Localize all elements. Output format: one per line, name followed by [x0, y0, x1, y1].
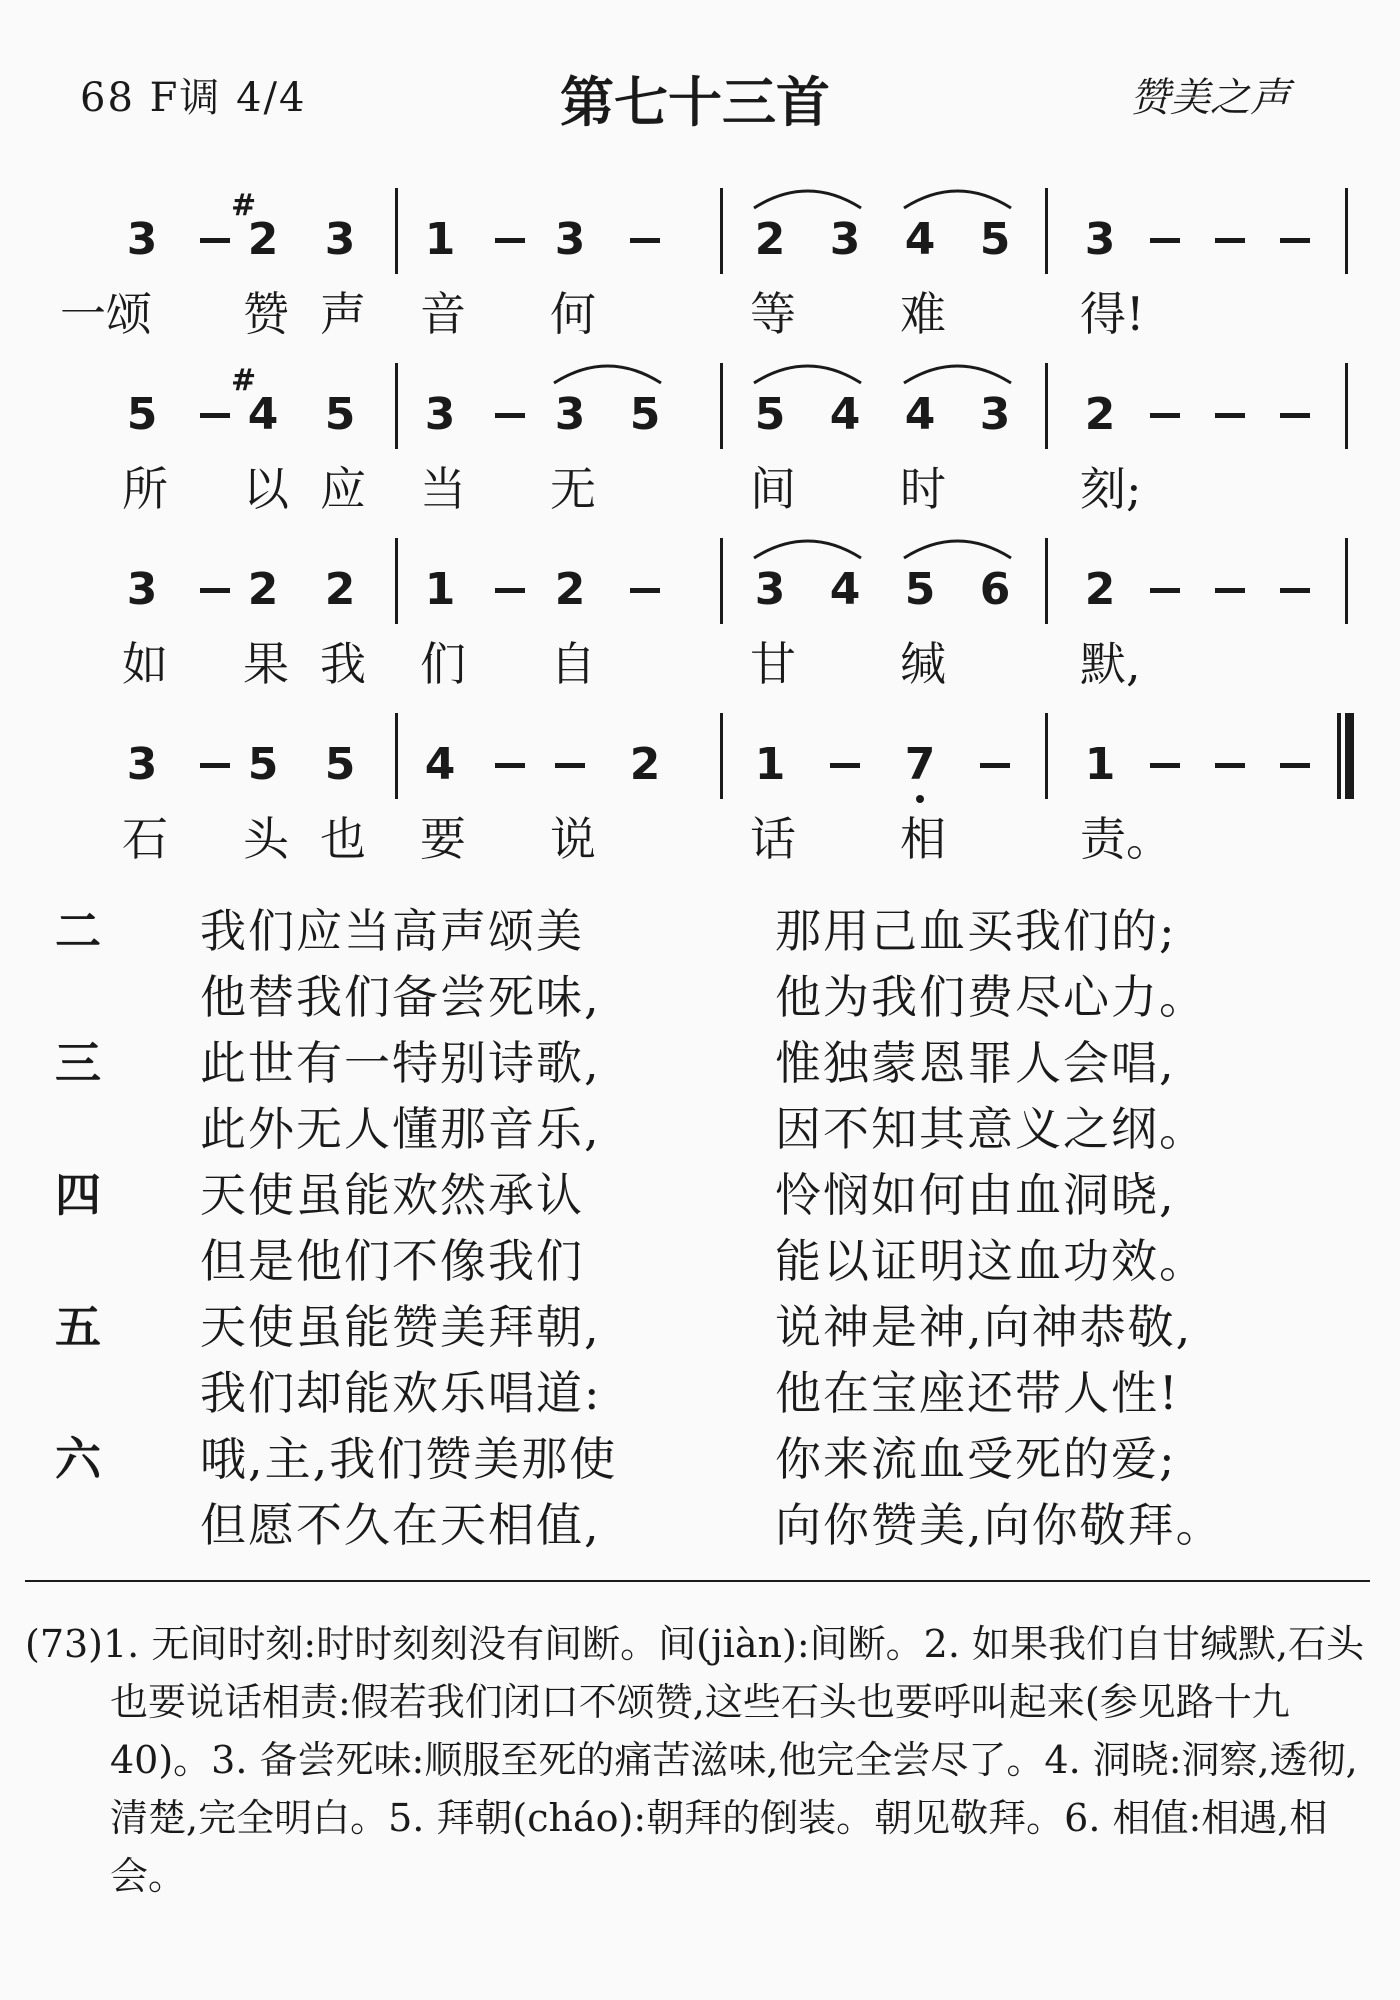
lyric-syllable: 无 [550, 462, 596, 516]
lyric-syllable: 间 [750, 462, 796, 516]
verse-line-left: 我们却能欢乐唱道: [200, 1366, 602, 1420]
note-dash [200, 238, 230, 243]
barline [720, 188, 723, 274]
note: 4 [904, 389, 936, 440]
barline [395, 538, 398, 624]
verse-line-left: 此世有一特别诗歌, [200, 1036, 601, 1090]
note: 5 [324, 739, 356, 790]
note: 1 [424, 564, 456, 615]
slur-arc [752, 180, 863, 210]
note: 7 [904, 739, 936, 790]
slur-arc [902, 180, 1013, 210]
lyric-syllable: 以 [243, 462, 289, 516]
note-dash [1150, 763, 1180, 768]
lyric-syllable: 难 [900, 287, 946, 341]
note: 1 [424, 214, 456, 265]
lyric-syllable: 说 [550, 812, 596, 866]
note-dash [980, 763, 1010, 768]
note-dash [495, 238, 525, 243]
note-dash [1280, 413, 1310, 418]
note-dash [1150, 238, 1180, 243]
note: 3 [324, 214, 356, 265]
verse-line-left: 天使虽能欢然承认 [200, 1168, 584, 1222]
lyric-syllable: 要 [420, 812, 466, 866]
slur-arc [902, 530, 1013, 560]
note: 1 [754, 739, 786, 790]
barline [1045, 188, 1048, 274]
lyric-syllable: 等 [750, 287, 796, 341]
note-dash [1215, 588, 1245, 593]
note: 2 [754, 214, 786, 265]
note: 2 [1084, 564, 1116, 615]
verse-line-right: 说神是神,向神恭敬, [775, 1300, 1193, 1354]
lyric-syllable: 所 [122, 462, 168, 516]
note-dash [1215, 763, 1245, 768]
note-dash [555, 763, 585, 768]
barline [395, 363, 398, 449]
lyric-syllable: 刻; [1080, 462, 1142, 516]
lyric-syllable: 如 [122, 637, 168, 691]
note: 3 [554, 389, 586, 440]
lyric-syllable: 时 [900, 462, 946, 516]
barline [1337, 713, 1341, 799]
note: 3 [126, 739, 158, 790]
lyric-syllable: 们 [420, 637, 466, 691]
note: 4 [424, 739, 456, 790]
verse-line-right: 他在宝座还带人性! [775, 1366, 1180, 1420]
verse-line-right: 向你赞美,向你敬拜。 [775, 1498, 1224, 1552]
footnote-divider [25, 1580, 1370, 1582]
verse-line-left: 哦,主,我们赞美那使 [200, 1432, 618, 1486]
verse-line-left: 但愿不久在天相值, [200, 1498, 601, 1552]
lyric-syllable: 当 [420, 462, 466, 516]
hymn-meta: 68 F调 4/4 [80, 75, 307, 121]
verse-line-left: 此外无人懂那音乐, [200, 1102, 601, 1156]
lyric-syllable: 果 [243, 637, 289, 691]
low-octave-dot [916, 795, 924, 803]
lyric-syllable: 得! [1080, 287, 1145, 341]
verse-line-right: 惟独蒙恩罪人会唱, [775, 1036, 1176, 1090]
verse-line-left: 天使虽能赞美拜朝, [200, 1300, 601, 1354]
lyric-syllable: 自 [550, 637, 596, 691]
note-dash [1150, 588, 1180, 593]
note: 4 [829, 564, 861, 615]
note-dash [200, 413, 230, 418]
note: 3 [829, 214, 861, 265]
lyric-syllable: 相 [900, 812, 946, 866]
verse-line-left: 他替我们备尝死味, [200, 970, 601, 1024]
barline [1345, 363, 1348, 449]
note: 5 [979, 214, 1011, 265]
lyric-syllable: 音 [420, 287, 466, 341]
sharp-sign: # [231, 363, 257, 398]
barline [720, 713, 723, 799]
note: 3 [126, 564, 158, 615]
note: 5 [126, 389, 158, 440]
lyric-syllable: 缄 [900, 637, 946, 691]
barline [1045, 538, 1048, 624]
note-dash [495, 588, 525, 593]
lyric-syllable: 话 [750, 812, 796, 866]
barline [1345, 188, 1348, 274]
lyric-syllable: 责。 [1080, 812, 1172, 866]
verse-line-right: 因不知其意义之纲。 [775, 1102, 1207, 1156]
note: 2 [247, 214, 279, 265]
lyric-syllable: 何 [550, 287, 596, 341]
note-dash [1280, 763, 1310, 768]
barline [720, 538, 723, 624]
barline [395, 188, 398, 274]
barline [720, 363, 723, 449]
note-dash [200, 588, 230, 593]
lyric-syllable: 声 [320, 287, 366, 341]
verse-line-left: 但是他们不像我们 [200, 1234, 584, 1288]
lyric-syllable: 默, [1080, 637, 1141, 691]
note-dash [200, 763, 230, 768]
lyric-syllable: 甘 [750, 637, 796, 691]
note: 3 [1084, 214, 1116, 265]
note: 3 [126, 214, 158, 265]
lyric-syllable: 石 [122, 812, 168, 866]
note: 3 [424, 389, 456, 440]
note-dash [830, 763, 860, 768]
lyric-syllable: 也 [320, 812, 366, 866]
slur-arc [552, 355, 663, 385]
slur-arc [752, 530, 863, 560]
note: 3 [979, 389, 1011, 440]
verse-number: 六 [55, 1432, 101, 1486]
hymn-source: 赞美之声 [1130, 75, 1290, 121]
footnote-text: (73)1. 无间时刻:时时刻刻没有间断。间(jiàn):间断。2. 如果我们自甘缄默,石头也要说话相责:假若我们闭口不颂赞,这些石头也要呼叫起来(参见路十九 40)。3. 备尝死味:顺服至死的痛苦滋味,他完全尝尽了。4. 洞晓:洞察,透彻,清楚,完全明白。5. 拜朝(cháo):朝拜的倒装。朝见敬拜。6. 相值:相遇,相会。 [25, 1622, 1365, 1898]
note-dash [1150, 413, 1180, 418]
verse-number: 三 [55, 1036, 101, 1090]
slur-arc [752, 355, 863, 385]
slur-arc [902, 355, 1013, 385]
verse-number: 五 [55, 1300, 101, 1354]
barline [395, 713, 398, 799]
note: 4 [904, 214, 936, 265]
note: 2 [554, 564, 586, 615]
note: 6 [979, 564, 1011, 615]
footnote-block [25, 1615, 1370, 1905]
note-dash [1215, 238, 1245, 243]
note: 3 [754, 564, 786, 615]
barline [1045, 713, 1048, 799]
note: 4 [829, 389, 861, 440]
note-dash [1280, 588, 1310, 593]
verse-line-right: 你来流血受死的爱; [775, 1432, 1177, 1486]
note: 1 [1084, 739, 1116, 790]
note: 2 [247, 564, 279, 615]
hymn-title: 第七十三首 [560, 71, 830, 134]
note-dash [630, 588, 660, 593]
lyric-syllable: 一颂 [60, 287, 152, 341]
verse-line-right: 怜悯如何由血洞晓, [775, 1168, 1176, 1222]
note: 2 [324, 564, 356, 615]
note-dash [495, 413, 525, 418]
sharp-sign: # [231, 188, 257, 223]
note-dash [1215, 413, 1245, 418]
note: 5 [324, 389, 356, 440]
verse-line-right: 他为我们费尽心力。 [775, 970, 1207, 1024]
note: 4 [247, 389, 279, 440]
note: 2 [629, 739, 661, 790]
note: 3 [554, 214, 586, 265]
note-dash [1280, 238, 1310, 243]
verse-line-left: 我们应当高声颂美 [200, 904, 584, 958]
note: 5 [904, 564, 936, 615]
lyric-syllable: 赞 [243, 287, 289, 341]
final-barline [1345, 713, 1354, 799]
verse-number: 二 [55, 904, 101, 958]
note-dash [630, 238, 660, 243]
note: 5 [754, 389, 786, 440]
barline [1345, 538, 1348, 624]
verse-line-right: 那用己血买我们的; [775, 904, 1177, 958]
verse-number: 四 [55, 1168, 101, 1222]
note-dash [495, 763, 525, 768]
note: 2 [1084, 389, 1116, 440]
verse-line-right: 能以证明这血功效。 [775, 1234, 1207, 1288]
note: 5 [247, 739, 279, 790]
note: 5 [629, 389, 661, 440]
barline [1045, 363, 1048, 449]
lyric-syllable: 头 [243, 812, 289, 866]
lyric-syllable: 应 [320, 462, 366, 516]
lyric-syllable: 我 [320, 637, 366, 691]
